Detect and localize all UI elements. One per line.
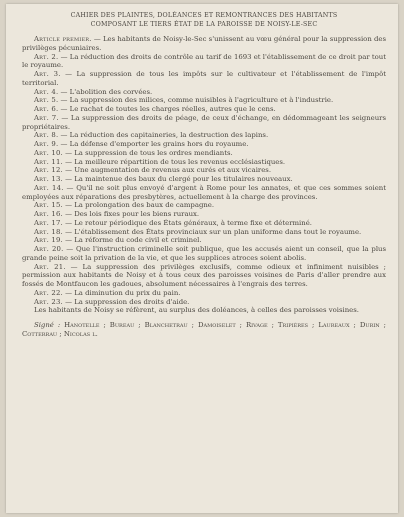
closing-paragraph: Les habitants de Noisy se réfèrent, au surplus des doléances, à celles des paroisses voisines. [34, 306, 359, 315]
article-23 [22, 298, 386, 307]
article-text: — La suppression des milices, comme nuisibles à l'agriculture et à l'industrie. [58, 96, 334, 105]
article-label: Art. 16. [34, 210, 63, 218]
article-label: Art. 14. [34, 183, 64, 192]
article-17 [22, 219, 386, 228]
article-7 [22, 114, 386, 132]
article-6 [22, 105, 386, 114]
article-3 [22, 70, 386, 88]
article-label: Art. 22. [34, 288, 63, 297]
article-label: Art. 12. [34, 166, 63, 175]
article-label: Art. 8. [34, 131, 59, 140]
article-label: Art. 19. [34, 236, 63, 245]
article-10 [22, 149, 386, 158]
article-text: — L'abolition des corvées. [58, 87, 153, 96]
article-16 [22, 210, 386, 219]
article-text: — La réduction des droits de contrôle au tarif de 1693 et l'établissement de ce droit par tout le royaume. [22, 52, 387, 70]
article-14 [22, 184, 386, 202]
article-18 [22, 228, 386, 237]
signatures [22, 321, 386, 339]
document-title [22, 11, 386, 29]
article-text: — La suppression de tous les impôts sur le cultivateur et l'établissement de l'impôt territorial. [22, 70, 387, 87]
article-5 [22, 96, 386, 105]
article-21 [22, 263, 386, 289]
article-label: Art. 13. [34, 175, 63, 183]
article-text: — La défense d'emporter les grains hors du royaume. [58, 140, 249, 148]
article-label: Art. 20. [34, 245, 64, 253]
title-line-1: CAHIER DES PLAINTES, DOLÉANCES ET REMONTRANCES DES HABITANTS [70, 12, 338, 19]
signature-names: Hanotelle ; Bureau ; Blanchetrau ; Damoiselet ; Rivage ; Tripières ; Laureaux ; Durin ; Cotterrau ; Nicolas l. [22, 321, 386, 338]
article-label: Art. 18. [34, 227, 63, 236]
article-text: — La suppression des droits d'aide. [62, 297, 190, 306]
article-label: Art. 21. [34, 262, 66, 271]
article-text: — La réduction des capitaineries, la destruction des lapins. [58, 131, 269, 140]
article-9 [22, 140, 386, 149]
article-label: Art. 4. [34, 87, 59, 96]
article-text: — La maintenue des baux du clergé pour les titulaires nouveaux. [62, 175, 293, 183]
article-label: Art. 9. [34, 140, 59, 148]
article-label: Article premier. [34, 35, 92, 43]
article-label: Art. 10. [34, 148, 63, 157]
article-text: — Des lois fixes pour les biens ruraux. [62, 210, 200, 218]
article-text: — Que l'instruction criminelle soit publique, que les accusés aient un conseil, que la plus grande peine soit la privation de la vie, et que les supplices atroces soient abolis. [22, 245, 386, 262]
article-4 [22, 88, 386, 97]
article-text: — La suppression des droits de péage, de ceux d'échange, en dédommageant les seigneurs propriétaires. [22, 113, 387, 131]
title-line-2: COMPOSANT LE TIERS ÉTAT DE LA PAROISSE DE NOISY-LE-SEC [90, 21, 318, 28]
article-label: Art. 3. [34, 70, 61, 78]
article-1 [22, 35, 386, 53]
article-label: Art. 6. [34, 105, 59, 113]
article-label: Art. 15. [34, 201, 63, 210]
article-label: Art. 11. [34, 157, 63, 166]
article-text: — La diminution du prix du pain. [62, 288, 181, 297]
article-20 [22, 245, 386, 263]
article-text: — La meilleure répartition de tous les revenus ecclésiastiques. [62, 157, 286, 166]
article-text: — Les habitants de Noisy-le-Sec s'unissent au vœu général pour la suppression des privilèges pécuniaires. [22, 35, 386, 52]
article-11 [22, 158, 386, 167]
signature-label: Signé : [34, 321, 61, 329]
article-2 [22, 53, 386, 71]
article-label: Art. 17. [34, 218, 63, 227]
articles-list [22, 35, 386, 339]
article-text: — Le rachat de toutes les charges réelles, autres que le cens. [58, 105, 276, 113]
article-label: Art. 5. [34, 96, 59, 105]
document-page [6, 4, 398, 513]
article-12 [22, 166, 386, 175]
article-label: Art. 7. [34, 113, 59, 122]
article-15 [22, 201, 386, 210]
article-8 [22, 131, 386, 140]
article-text: — La prolongation des baux de campagne. [62, 201, 215, 210]
article-19 [22, 236, 386, 245]
article-text: — Une augmentation de revenus aux curés et aux vicaires. [62, 166, 272, 175]
article-text: — L'établissement des États provinciaux sur un plan uniforme dans tout le royaume. [62, 227, 362, 236]
article-text: — La suppression des privilèges exclusifs, comme odieux et infiniment nuisibles ; permission aux habitants de Noisy et à tous ceux des paroisses voisines de Paris d'aller prendre aux fossés de Montfaucon les gadoues, absolument nécessaires à l'engrais des terres. [22, 262, 386, 288]
article-label: Art. 2. [34, 52, 59, 61]
article-13 [22, 175, 386, 184]
article-text: — Qu'il ne soit plus envoyé d'argent à Rome pour les annates, et que ces sommes soient employées aux réparations des presbytères, actuellement à la charge des provinces. [22, 183, 386, 201]
article-label: Art. 23. [34, 297, 63, 306]
article-22 [22, 289, 386, 298]
article-text: — La suppression de tous les ordres mendiants. [62, 148, 233, 157]
article-text: — La réforme du code civil et criminel. [62, 236, 202, 245]
article-text: — Le retour périodique des États généraux, à terme fixe et déterminé. [62, 218, 312, 227]
